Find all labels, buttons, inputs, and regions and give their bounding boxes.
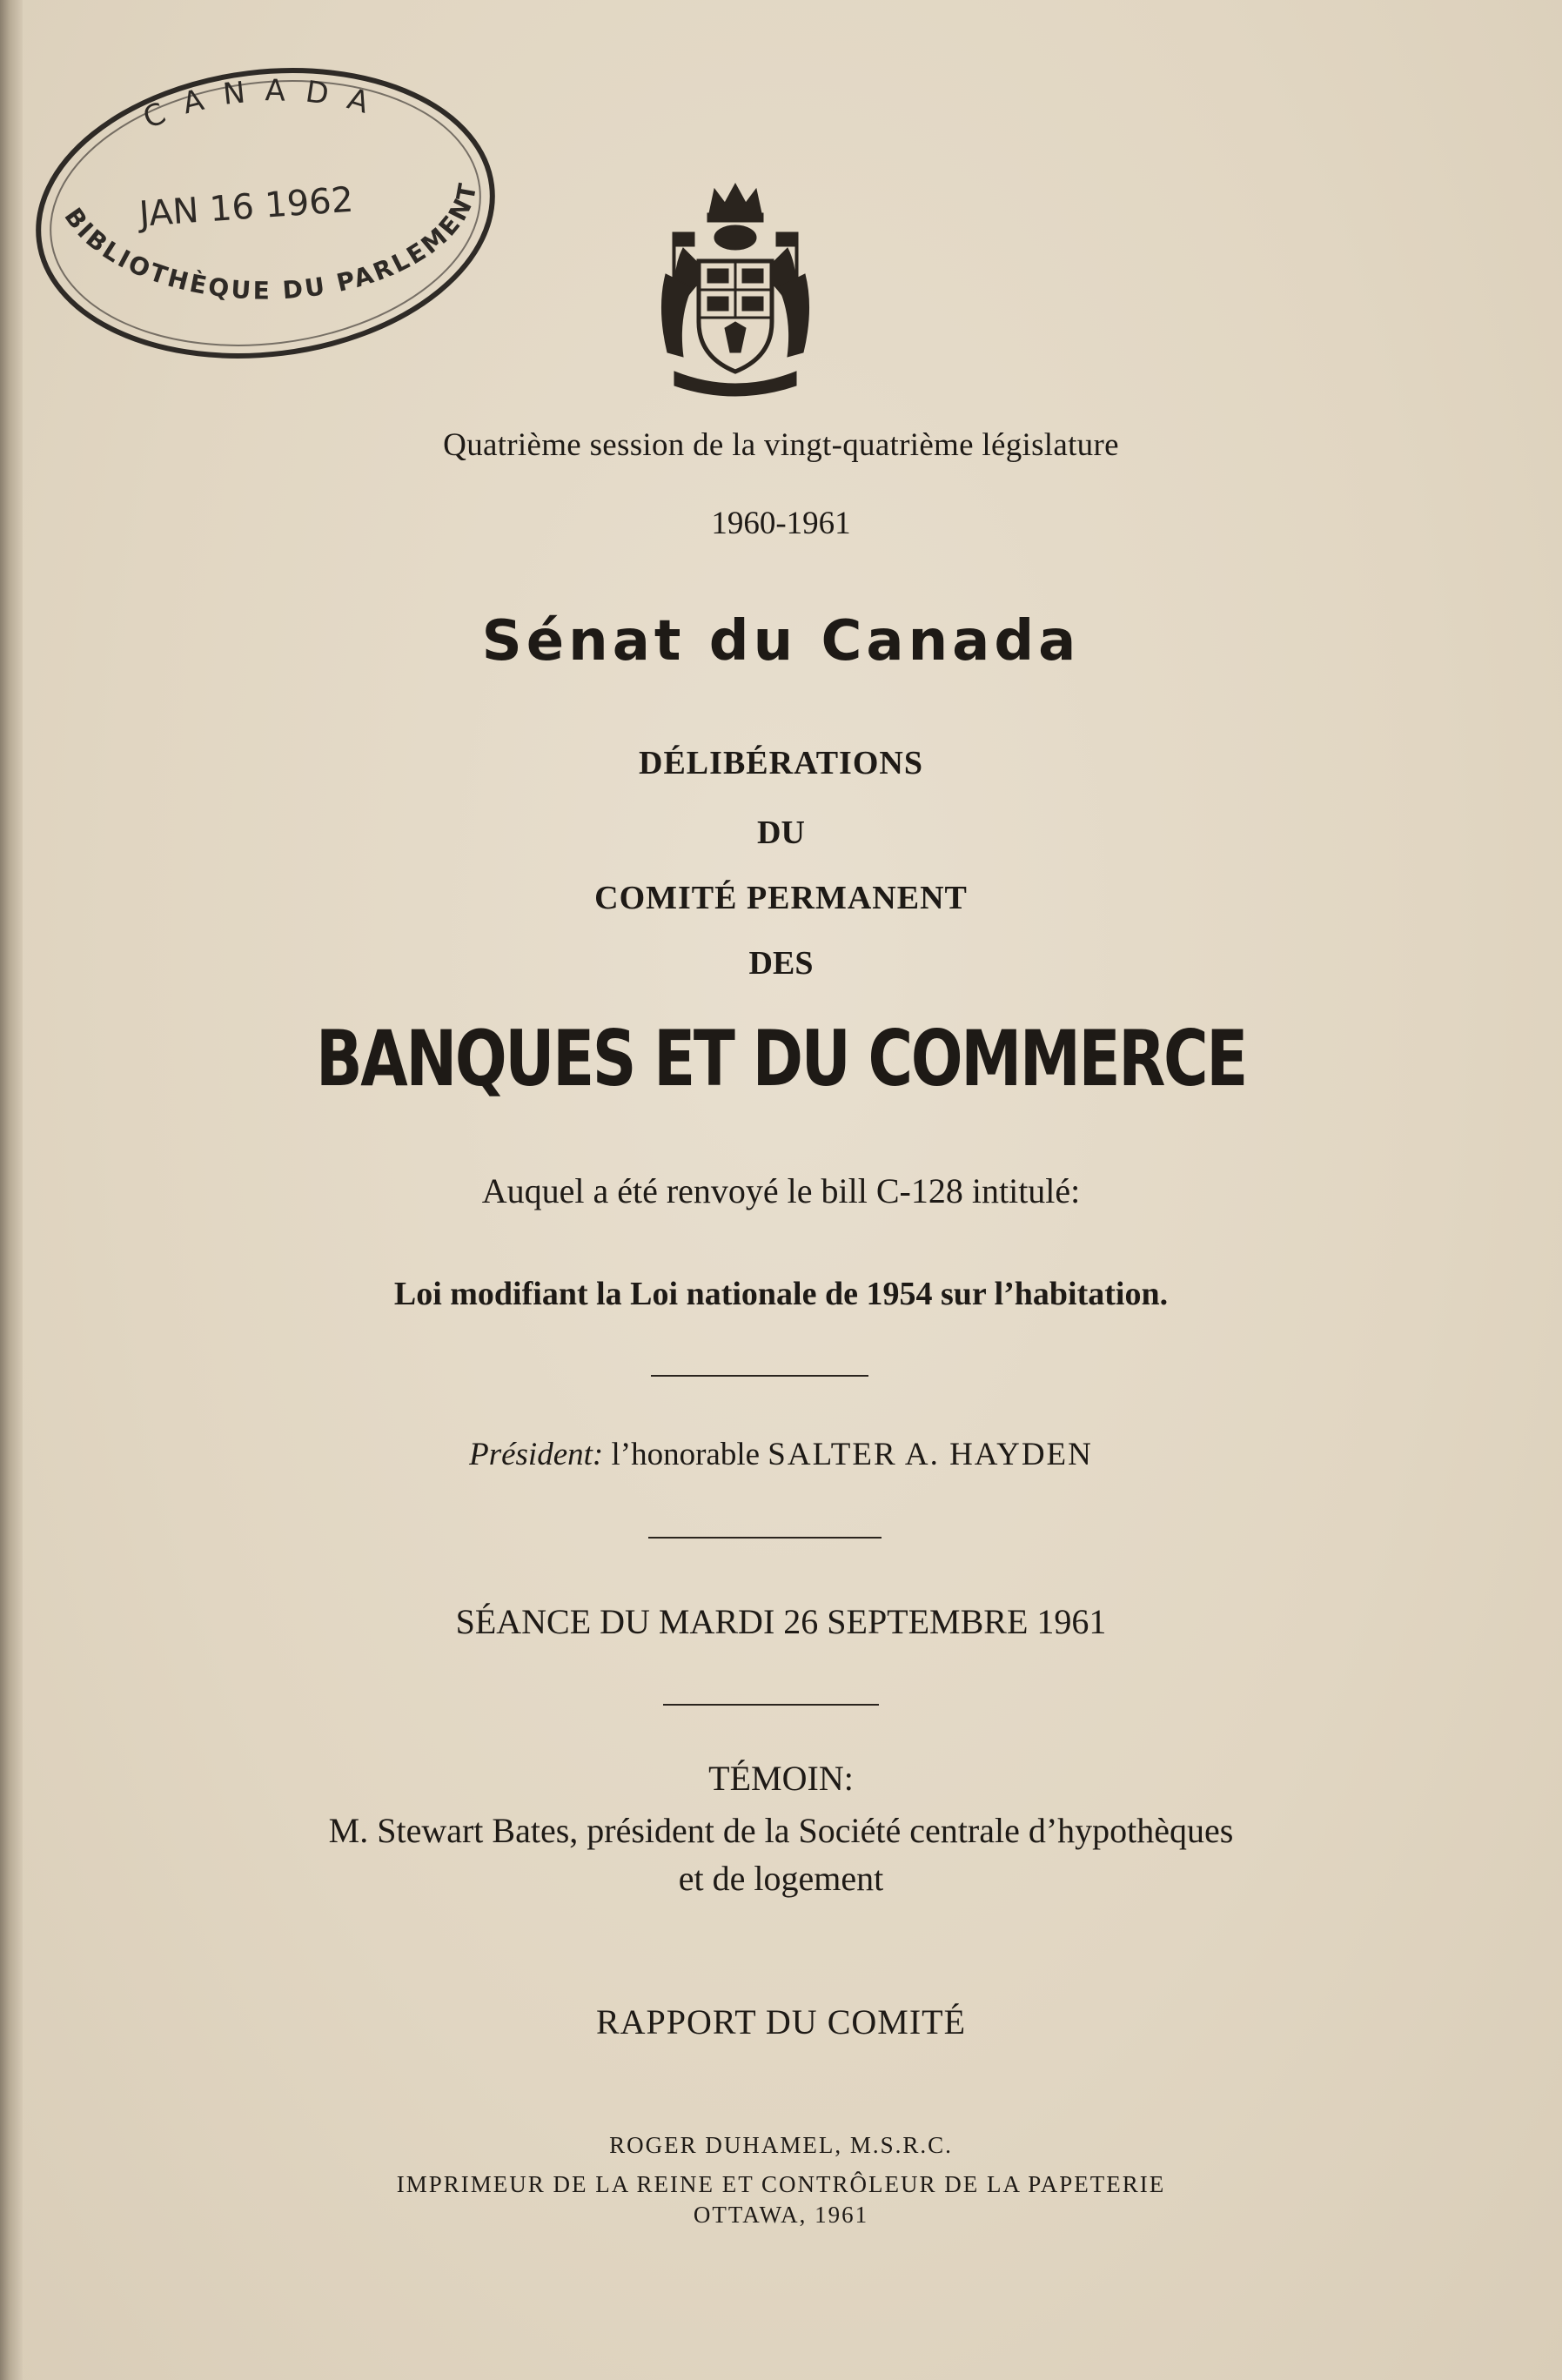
library-stamp-icon [26,52,500,374]
divider-3 [663,1704,879,1706]
printer-title: IMPRIMEUR DE LA REINE ET CONTRÔLEUR DE LA PAPETERIE [396,2171,1166,2197]
stamp-top-text: CANADA [137,73,392,137]
divider-2 [648,1537,882,1539]
printer-name: ROGER DUHAMEL, M.S.R.C. [609,2132,953,2158]
session-line: Quatrième session de la vingt-quatrième législature [443,427,1119,463]
sitting-date: SÉANCE DU MARDI 26 SEPTEMBRE 1961 [455,1602,1107,1641]
witness-line-1: M. Stewart Bates, président de la Société centrale d’hypothèques [328,1811,1234,1850]
chair-prefix: l’honorable [611,1437,761,1472]
senate-title: Sénat du Canada [481,609,1081,674]
des-heading: DES [748,945,814,982]
chair-name: SALTER A. HAYDEN [768,1437,1093,1472]
committee-heading: COMITÉ PERMANENT [594,880,968,916]
witness-heading: TÉMOIN: [708,1759,854,1798]
bill-title: Loi modifiant la Loi nationale de 1954 sur l’habitation. [393,1276,1169,1312]
witness-line-2: et de logement [678,1859,884,1898]
coat-of-arms-icon [657,178,814,400]
divider-1 [651,1375,868,1377]
referral-line: Auquel a été renvoyé le bill C-128 intitulé: [481,1171,1081,1210]
stamp-bottom-text: BIBLIOTHÈQUE DU PARLEMENT [58,178,483,305]
du-heading: DU [757,815,805,851]
printer-place: OTTAWA, 1961 [693,2202,869,2228]
chair-label: Président: [469,1437,604,1472]
deliberations-heading: DÉLIBÉRATIONS [639,745,923,781]
chair-line [0,1436,1562,1473]
session-years: 1960-1961 [711,506,851,541]
committee-report: RAPPORT DU COMITÉ [595,2002,967,2041]
stamp-date: JAN 16 1962 [137,179,355,235]
committee-name: BANQUES ET DU COMMERCE [316,1014,1246,1103]
